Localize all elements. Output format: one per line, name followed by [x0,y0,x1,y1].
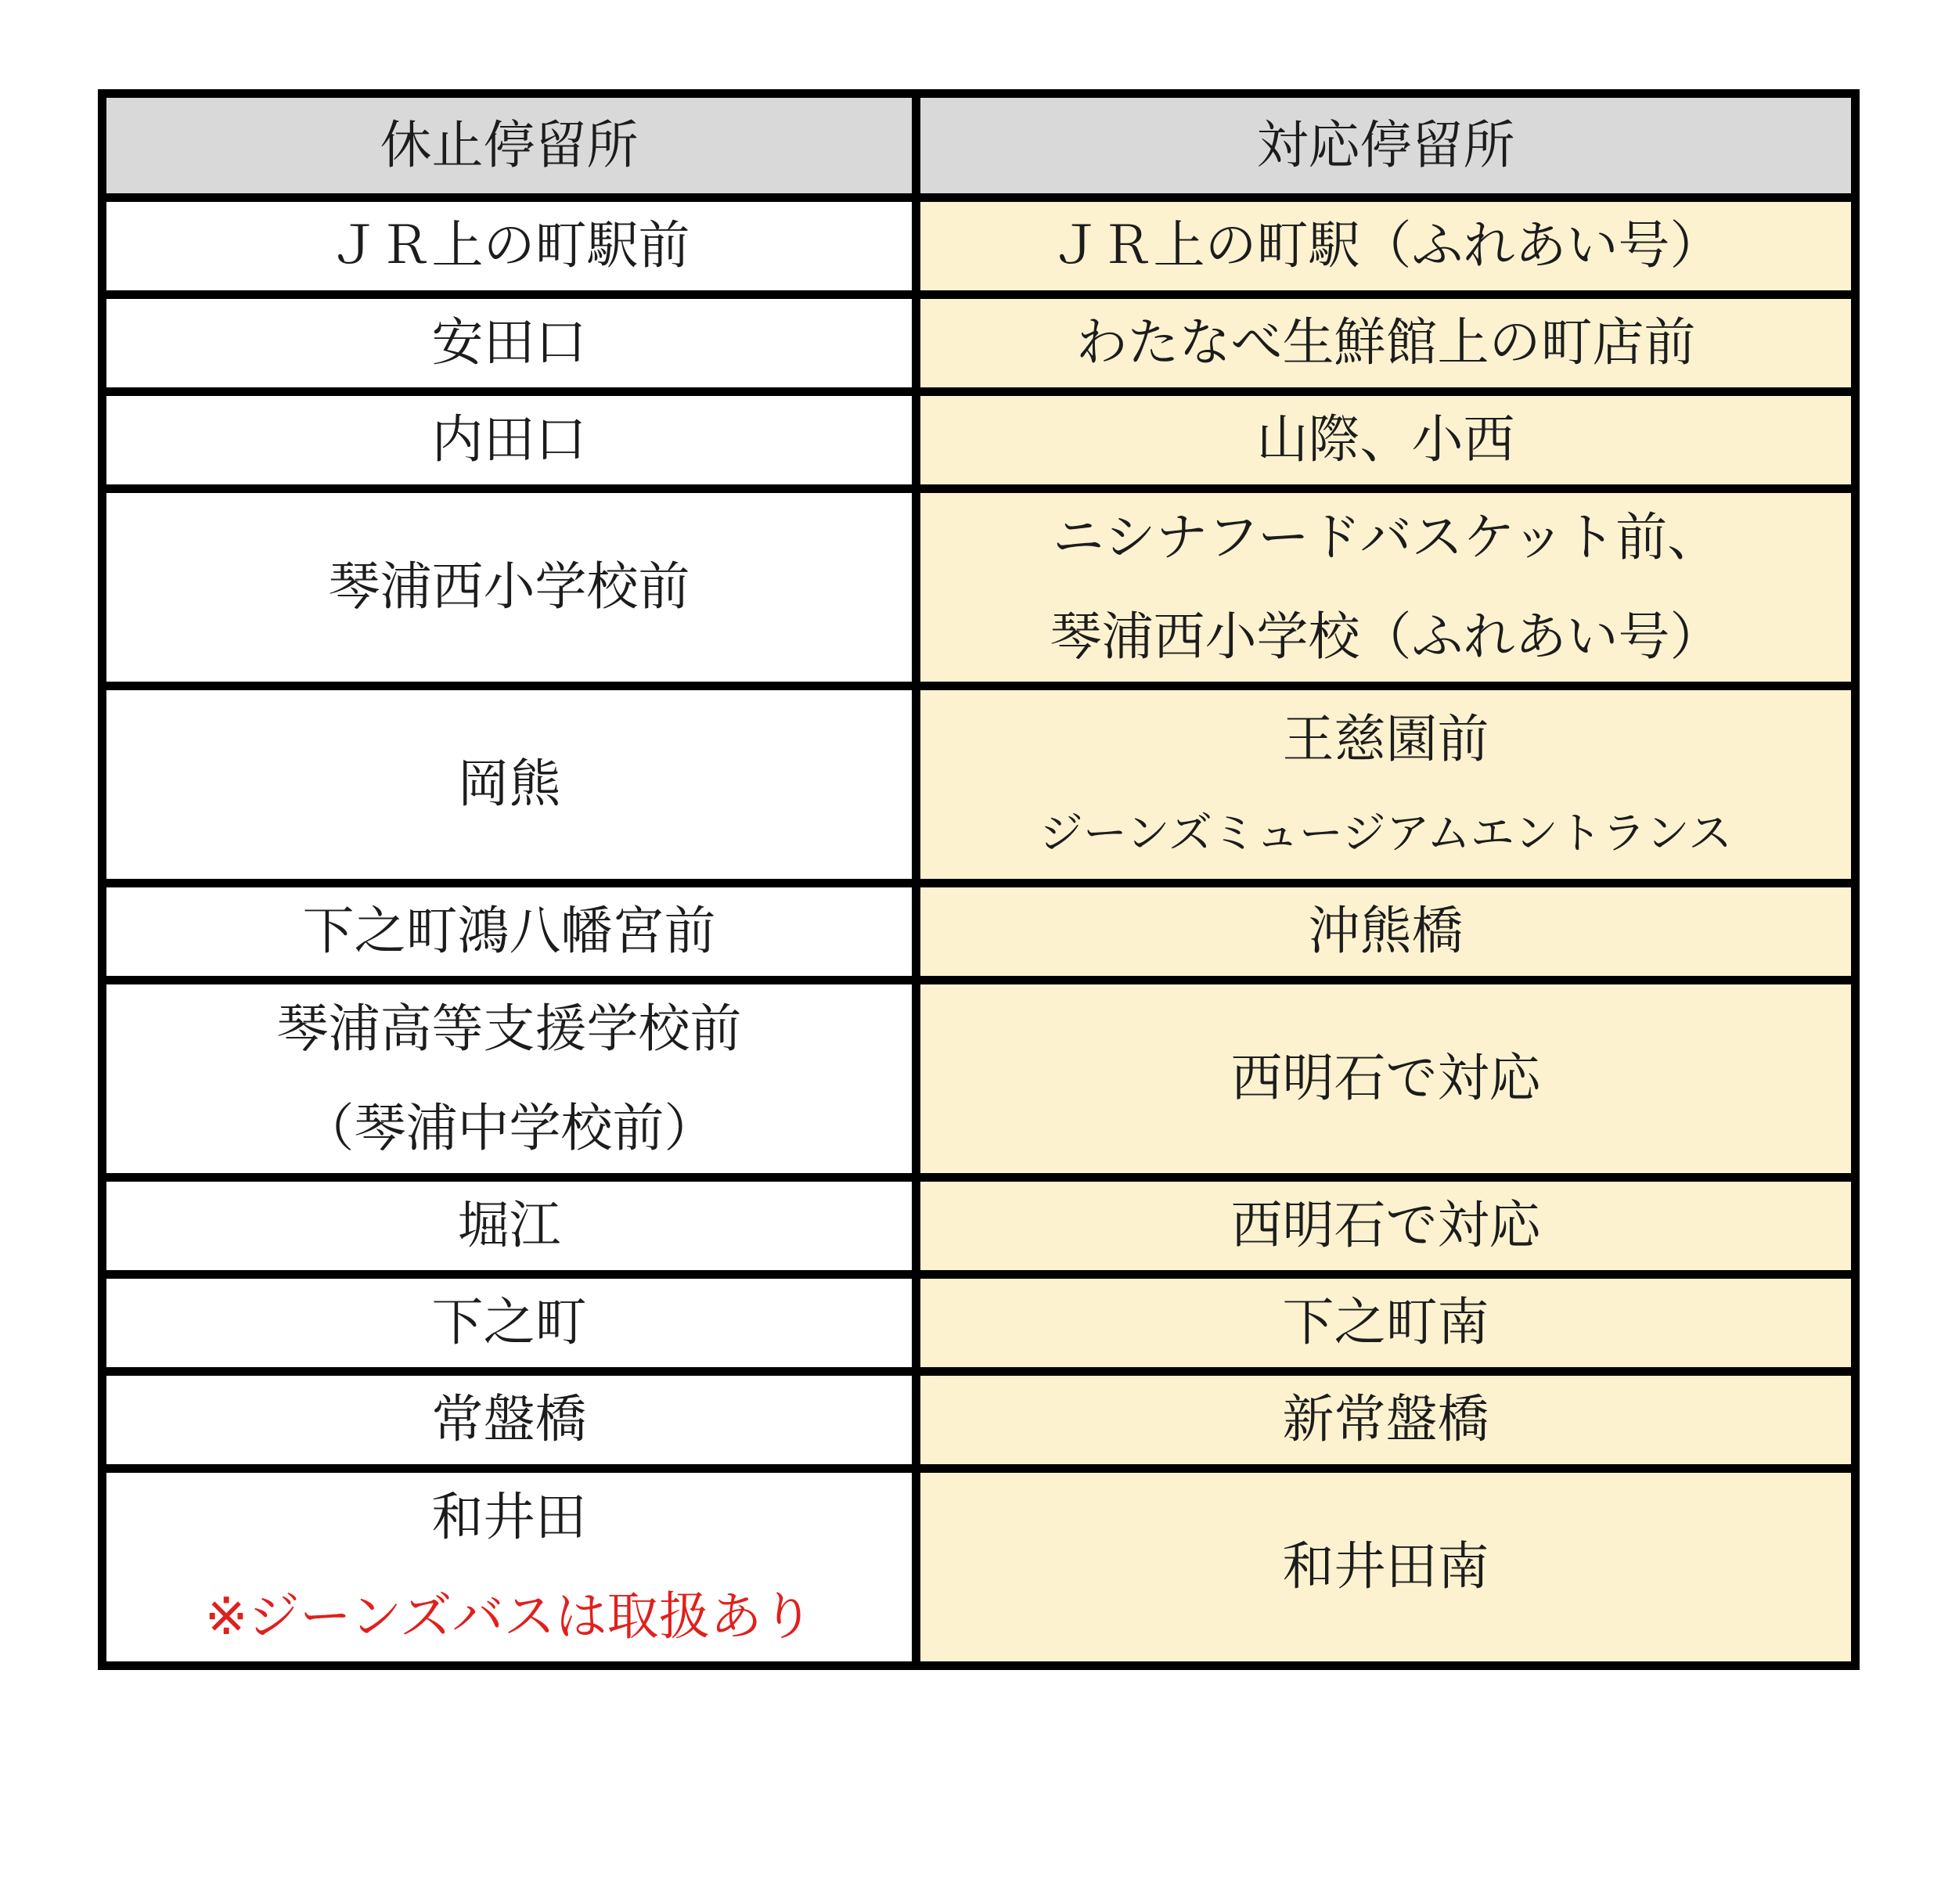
table-row [103,686,1856,884]
suspended-stop-name: ＪＲ上の町駅前 [328,215,690,276]
alternative-stop-name: 王慈園前 [1282,709,1489,770]
suspended-stop-cell [103,1178,916,1275]
alternative-stop-cell [916,392,1856,489]
alternative-stop-cell [916,1178,1856,1275]
suspended-stop-name: 内田口 [431,409,587,470]
table-row [103,1178,1856,1275]
suspended-stop-cell [103,392,916,489]
alternative-stop-cell [916,884,1856,981]
suspended-stop-name: 和井田 [431,1487,587,1547]
suspended-stop-name: 岡熊 [457,754,561,815]
suspended-stop-cell [103,981,916,1178]
suspended-stop-name: 下之町 [431,1292,587,1353]
table-row [103,884,1856,981]
table-row [103,1275,1856,1372]
table-row [103,981,1856,1178]
suspended-stop-cell [103,198,916,295]
alternative-stop-name: ニシナフードバスケット前、 [1052,507,1720,567]
alternative-stop-name: 和井田南 [1282,1536,1489,1597]
alternative-stop-cell [916,1275,1856,1372]
alternative-stop-name: 西明石で対応 [1230,1048,1541,1109]
alternative-stop-name: 西明石で対応 [1230,1195,1541,1256]
table-row [103,295,1856,392]
alternative-stop-name: ジーンズミュージアムエントランス [1039,808,1733,859]
alternative-stop-cell [916,198,1856,295]
alternative-stop-cell [916,295,1856,392]
table-row [103,392,1856,489]
alternative-stop-cell [916,981,1856,1178]
alternative-stop-name: 沖熊橋 [1308,901,1464,962]
suspended-stop-name: 下之町鴻八幡宮前 [302,901,716,962]
header-suspended-stops: 休止停留所 [103,94,916,198]
suspended-stop-cell [103,884,916,981]
header-alternative-stops: 対応停留所 [916,94,1856,198]
stop-table [98,89,1860,1670]
alternative-stop-name: 下之町南 [1282,1292,1489,1353]
table-header-row [103,94,1856,198]
suspended-stop-cell [103,489,916,686]
suspended-stop-cell [103,686,916,884]
suspended-stop-cell [103,1275,916,1372]
suspended-stop-name: 常盤橋 [431,1389,587,1450]
suspended-stop-alias: （琴浦中学校前） [302,1097,716,1158]
table-row [103,1469,1856,1666]
alternative-stop-cell [916,1372,1856,1469]
table-row [103,198,1856,295]
alternative-stop-name: 新常盤橋 [1282,1389,1489,1450]
suspended-stop-cell [103,295,916,392]
suspended-stop-cell [103,1469,916,1666]
alternative-stop-cell [916,686,1856,884]
table-row [103,1372,1856,1469]
suspended-stop-name: 琴浦西小学校前 [328,556,690,617]
suspended-stop-name: 堀江 [457,1195,561,1256]
alternative-stop-name: 琴浦西小学校（ふれあい号） [1050,606,1722,667]
suspended-stop-name: 安田口 [431,312,587,373]
alternative-stop-name: わたなべ生鮮館上の町店前 [1075,312,1696,373]
suspended-stop-cell [103,1372,916,1469]
table-row [103,489,1856,686]
alternative-stop-cell [916,1469,1856,1666]
alternative-stop-name: ＪＲ上の町駅（ふれあい号） [1050,215,1722,276]
jeans-bus-note: ※ジーンズバスは取扱あり [204,1585,814,1647]
alternative-stop-cell [916,489,1856,686]
suspended-stop-name: 琴浦高等支援学校前 [276,999,742,1059]
alternative-stop-name: 山際、小西 [1256,409,1515,470]
